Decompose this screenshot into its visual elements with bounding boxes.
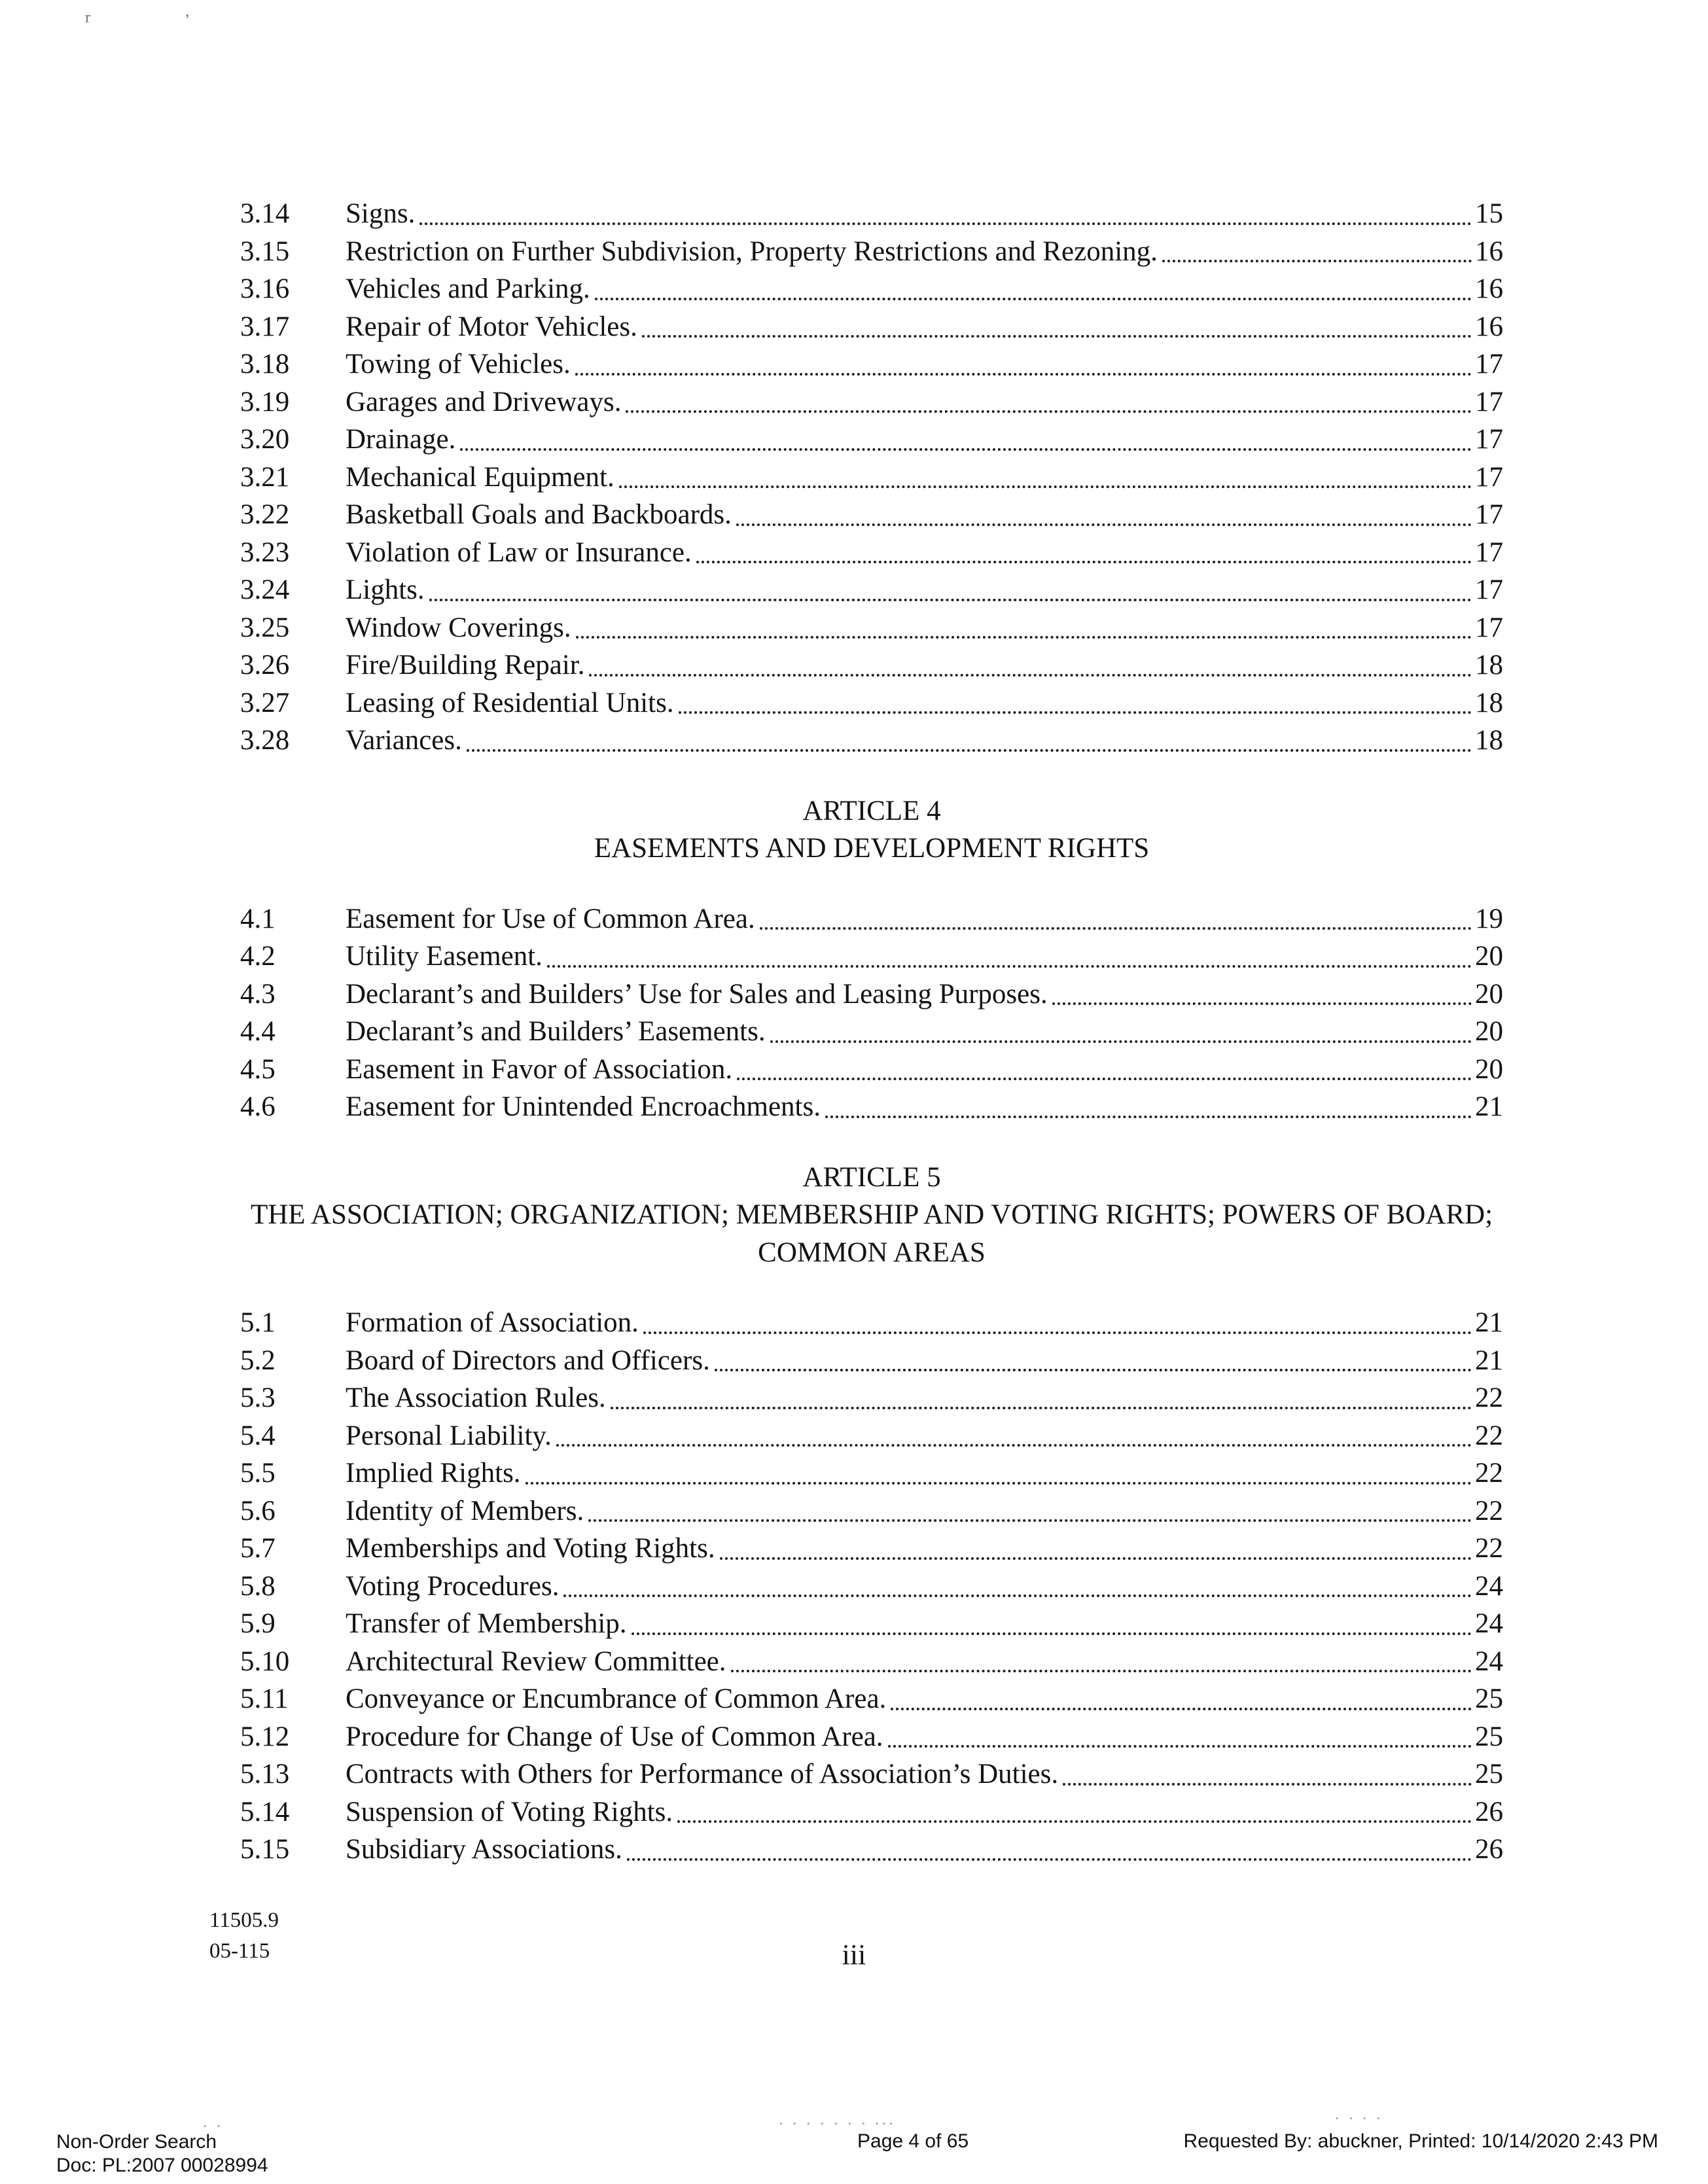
toc-entry: [240, 976, 1503, 1013]
dot-leader: [770, 1040, 1472, 1043]
toc-entry-title: Architectural Review Committee.: [346, 1646, 726, 1677]
toc-entry: [240, 459, 1503, 497]
toc-entry-title: Towing of Vehicles.: [346, 349, 571, 379]
dot-leader: [1052, 1002, 1472, 1005]
toc-entry: [240, 345, 1503, 383]
toc-entry: [240, 1013, 1503, 1051]
toc-entry: [240, 1379, 1503, 1417]
toc-entry: [240, 270, 1503, 308]
toc-entry-title: Mechanical Equipment.: [346, 461, 614, 493]
toc-entry-page: 17: [1475, 461, 1503, 493]
toc-entry-number: 3.15: [240, 236, 290, 267]
toc-entry: [240, 1417, 1503, 1455]
toc-entry-number: 5.5: [240, 1458, 276, 1488]
dot-leader: [589, 674, 1472, 677]
toc-entry-title: Declarant’s and Builders’ Use for Sales and Leasing Purposes.: [346, 978, 1048, 1010]
toc-entry-title: Procedure for Change of Use of Common Area.: [346, 1721, 883, 1752]
toc-entry: [240, 1530, 1503, 1568]
toc-entry-page: 24: [1475, 1570, 1503, 1602]
dot-leader: [575, 373, 1472, 376]
dot-leader: [429, 599, 1472, 601]
toc-entry-page: 17: [1475, 537, 1503, 568]
article-5-heading-block: [204, 1159, 1539, 1272]
toc-entry-title: Easement for Use of Common Area.: [346, 903, 755, 934]
toc-entry-number: 3.16: [240, 273, 290, 304]
toc-entry-page: 25: [1475, 1721, 1503, 1752]
toc-entry-title: Board of Directors and Officers.: [346, 1345, 710, 1376]
toc-entry-number: 5.12: [240, 1721, 290, 1752]
toc-entry-number: 5.9: [240, 1608, 276, 1639]
toc-entry: [240, 1454, 1503, 1492]
toc-entry: [240, 571, 1503, 609]
toc-entry-number: 5.7: [240, 1533, 276, 1564]
toc-entry-number: 3.24: [240, 574, 290, 605]
file-number: 05-115: [209, 1939, 270, 1963]
toc-entry-page: 20: [1475, 941, 1503, 972]
table-of-contents: [240, 195, 1503, 1869]
dot-leader: [627, 1858, 1472, 1861]
toc-entry-title: Restriction on Further Subdivision, Property Restrictions and Rezoning.: [346, 236, 1158, 267]
toc-entry-number: 3.18: [240, 349, 290, 379]
toc-entry: [240, 1755, 1503, 1793]
toc-entry-number: 3.22: [240, 499, 290, 530]
toc-entry-number: 4.1: [240, 903, 276, 934]
toc-entry-title: Utility Easement.: [346, 941, 543, 972]
toc-section-3: [240, 195, 1503, 760]
article-4-heading-block: [204, 792, 1539, 868]
toc-entry-number: 4.6: [240, 1091, 276, 1122]
dot-leader: [588, 1519, 1472, 1522]
request-info-label: Requested By: abuckner, Printed: 10/14/2020 2:43 PM: [1183, 2130, 1658, 2152]
toc-entry: [240, 900, 1503, 938]
toc-entry-page: 20: [1475, 978, 1503, 1010]
dot-leader: [467, 749, 1472, 752]
dot-leader: [626, 410, 1472, 413]
toc-entry: [240, 1568, 1503, 1606]
toc-entry-page: 17: [1475, 386, 1503, 417]
dot-leader: [595, 298, 1472, 300]
dot-leader: [679, 711, 1472, 714]
dot-leader: [576, 636, 1472, 639]
doc-number: 11505.9: [209, 1909, 279, 1932]
toc-entry: [240, 1304, 1503, 1342]
toc-entry-title: Basketball Goals and Backboards.: [346, 499, 732, 530]
bottombar-left: [56, 2130, 268, 2177]
toc-entry-title: Subsidiary Associations.: [346, 1834, 622, 1865]
dot-leader: [720, 1557, 1472, 1560]
toc-entry: [240, 1492, 1503, 1530]
toc-entry-title: Repair of Motor Vehicles.: [346, 311, 637, 342]
toc-entry-number: 3.19: [240, 386, 290, 417]
toc-entry-page: 17: [1475, 349, 1503, 379]
toc-entry-page: 25: [1475, 1759, 1503, 1789]
toc-entry-number: 3.26: [240, 650, 290, 680]
scan-artifact: ’: [185, 12, 190, 29]
toc-entry-number: 5.14: [240, 1796, 290, 1827]
toc-entry-number: 5.8: [240, 1570, 276, 1602]
search-type-label: Non-Order Search: [56, 2131, 217, 2153]
dot-leader: [888, 1745, 1472, 1748]
toc-entry-page: 17: [1475, 424, 1503, 455]
toc-entry-title: Memberships and Voting Rights.: [346, 1533, 715, 1564]
toc-entry: [240, 233, 1503, 271]
toc-entry-page: 18: [1475, 687, 1503, 718]
toc-entry-title: Implied Rights.: [346, 1458, 521, 1488]
scan-noise: . . . . . . . ...: [779, 2109, 896, 2128]
viewer-bottom-bar: [0, 2125, 1708, 2184]
toc-entry-title: Contracts with Others for Performance of Association’s Duties.: [346, 1759, 1059, 1789]
dot-leader: [419, 222, 1472, 225]
toc-entry-page: 19: [1475, 903, 1503, 934]
toc-entry-page: 20: [1475, 1053, 1503, 1085]
toc-entry-title: Vehicles and Parking.: [346, 273, 590, 304]
toc-entry-page: 22: [1475, 1533, 1503, 1564]
page-number-roman: iii: [842, 1939, 866, 1971]
dot-leader: [760, 927, 1472, 930]
dot-leader: [525, 1482, 1472, 1485]
toc-entry-number: 3.21: [240, 461, 290, 493]
dot-leader: [677, 1820, 1472, 1823]
dot-leader: [825, 1116, 1472, 1118]
toc-entry-page: 21: [1475, 1091, 1503, 1122]
toc-entry-title: Variances.: [346, 725, 462, 756]
toc-entry-title: Garages and Driveways.: [346, 386, 622, 417]
toc-entry-title: Easement for Unintended Encroachments.: [346, 1091, 821, 1122]
toc-entry-page: 16: [1475, 236, 1503, 267]
toc-entry-number: 5.13: [240, 1759, 290, 1789]
toc-entry: [240, 1605, 1503, 1643]
toc-entry-page: 20: [1475, 1016, 1503, 1047]
toc-entry: [240, 1831, 1503, 1869]
toc-entry-page: 17: [1475, 499, 1503, 530]
toc-entry-number: 5.2: [240, 1345, 276, 1376]
toc-entry-title: Transfer of Membership.: [346, 1608, 627, 1639]
toc-entry-title: Signs.: [346, 198, 416, 229]
dot-leader: [619, 485, 1472, 488]
toc-entry-title: The Association Rules.: [346, 1383, 606, 1413]
toc-entry-number: 5.1: [240, 1307, 276, 1338]
toc-entry-page: 22: [1475, 1383, 1503, 1413]
toc-entry-page: 16: [1475, 311, 1503, 342]
dot-leader: [547, 965, 1472, 968]
toc-entry-page: 21: [1475, 1345, 1503, 1376]
toc-entry-number: 4.5: [240, 1053, 276, 1085]
toc-entry-number: 5.11: [240, 1683, 289, 1714]
dot-leader: [632, 1632, 1472, 1635]
toc-entry-title: Fire/Building Repair.: [346, 650, 585, 680]
toc-entry-page: 22: [1475, 1458, 1503, 1488]
dot-leader: [696, 561, 1472, 563]
toc-entry: [240, 646, 1503, 684]
toc-entry-number: 3.23: [240, 537, 290, 568]
dot-leader: [736, 523, 1472, 526]
dot-leader: [563, 1594, 1472, 1597]
toc-entry: [240, 1718, 1503, 1756]
toc-entry-page: 21: [1475, 1307, 1503, 1338]
toc-entry: [240, 1680, 1503, 1718]
toc-entry: [240, 1088, 1503, 1126]
toc-entry-number: 5.4: [240, 1420, 276, 1451]
toc-entry: [240, 534, 1503, 572]
toc-entry: [240, 609, 1503, 647]
toc-entry: [240, 1643, 1503, 1681]
article-heading: ARTICLE 4: [802, 795, 941, 826]
toc-entry-page: 22: [1475, 1495, 1503, 1526]
dot-leader: [715, 1369, 1472, 1371]
toc-entry-number: 3.25: [240, 612, 290, 643]
dot-leader: [556, 1444, 1472, 1447]
toc-entry-number: 4.3: [240, 978, 276, 1010]
toc-entry-number: 3.27: [240, 687, 290, 718]
toc-entry: [240, 195, 1503, 233]
dot-leader: [737, 1078, 1472, 1080]
toc-entry-page: 26: [1475, 1834, 1503, 1865]
toc-entry-page: 24: [1475, 1646, 1503, 1677]
toc-entry-page: 24: [1475, 1608, 1503, 1639]
toc-entry-title: Conveyance or Encumbrance of Common Area.: [346, 1683, 887, 1714]
article-title: EASEMENTS AND DEVELOPMENT RIGHTS: [594, 833, 1150, 864]
toc-entry-title: Drainage.: [346, 424, 456, 455]
toc-entry-page: 25: [1475, 1683, 1503, 1714]
toc-entry-number: 3.28: [240, 725, 290, 756]
doc-id-label: Doc: PL:2007 00028994: [56, 2155, 268, 2176]
toc-entry-number: 5.6: [240, 1495, 276, 1526]
toc-entry-number: 5.15: [240, 1834, 290, 1865]
dot-leader: [1162, 260, 1472, 262]
toc-entry-page: 22: [1475, 1420, 1503, 1451]
article-title: THE ASSOCIATION; ORGANIZATION; MEMBERSHIP AND VOTING RIGHTS; POWERS OF BOARD; COMMON AREAS: [250, 1199, 1493, 1268]
toc-entry: [240, 722, 1503, 760]
dot-leader: [642, 335, 1472, 338]
toc-entry-title: Personal Liability.: [346, 1420, 552, 1451]
toc-entry-title: Voting Procedures.: [346, 1570, 560, 1602]
toc-entry-page: 16: [1475, 273, 1503, 304]
toc-entry: [240, 1342, 1503, 1380]
toc-entry-page: 18: [1475, 650, 1503, 680]
dot-leader: [643, 1331, 1472, 1334]
toc-entry-number: 3.17: [240, 311, 290, 342]
toc-entry-page: 18: [1475, 725, 1503, 756]
toc-entry-title: Suspension of Voting Rights.: [346, 1796, 673, 1827]
toc-entry-title: Window Coverings.: [346, 612, 571, 643]
toc-section-4: [240, 900, 1503, 1126]
toc-entry: [240, 1051, 1503, 1089]
article-heading: ARTICLE 5: [802, 1161, 941, 1193]
toc-entry-title: Identity of Members.: [346, 1495, 584, 1526]
scan-noise: . . . .: [1335, 2104, 1383, 2123]
toc-entry: [240, 1793, 1503, 1831]
toc-entry-title: Leasing of Residential Units.: [346, 687, 674, 718]
scan-artifact: r: [85, 9, 90, 26]
dot-leader: [1063, 1783, 1472, 1786]
toc-entry-number: 4.2: [240, 941, 276, 972]
dot-leader: [460, 448, 1472, 451]
dot-leader: [731, 1670, 1472, 1672]
toc-entry-page: 26: [1475, 1796, 1503, 1827]
toc-entry: [240, 684, 1503, 722]
toc-entry: [240, 383, 1503, 421]
toc-entry-title: Lights.: [346, 574, 425, 605]
toc-entry-number: 3.20: [240, 424, 290, 455]
toc-section-5: [240, 1304, 1503, 1869]
toc-entry-number: 5.10: [240, 1646, 290, 1677]
toc-entry-page: 15: [1475, 198, 1503, 229]
toc-entry-page: 17: [1475, 612, 1503, 643]
toc-entry: [240, 421, 1503, 459]
toc-entry-number: 5.3: [240, 1383, 276, 1413]
scan-noise: . .: [203, 2112, 224, 2131]
toc-entry-title: Violation of Law or Insurance.: [346, 537, 692, 568]
page-info-label: Page 4 of 65: [857, 2130, 969, 2152]
dot-leader: [611, 1407, 1472, 1409]
toc-entry-title: Declarant’s and Builders’ Easements.: [346, 1016, 766, 1047]
toc-entry: [240, 938, 1503, 976]
toc-entry-title: Formation of Association.: [346, 1307, 639, 1338]
toc-entry-title: Easement in Favor of Association.: [346, 1053, 733, 1085]
dot-leader: [891, 1708, 1472, 1710]
toc-entry: [240, 308, 1503, 346]
toc-entry: [240, 496, 1503, 534]
toc-entry-number: 4.4: [240, 1016, 276, 1047]
toc-entry-number: 3.14: [240, 198, 290, 229]
toc-entry-page: 17: [1475, 574, 1503, 605]
